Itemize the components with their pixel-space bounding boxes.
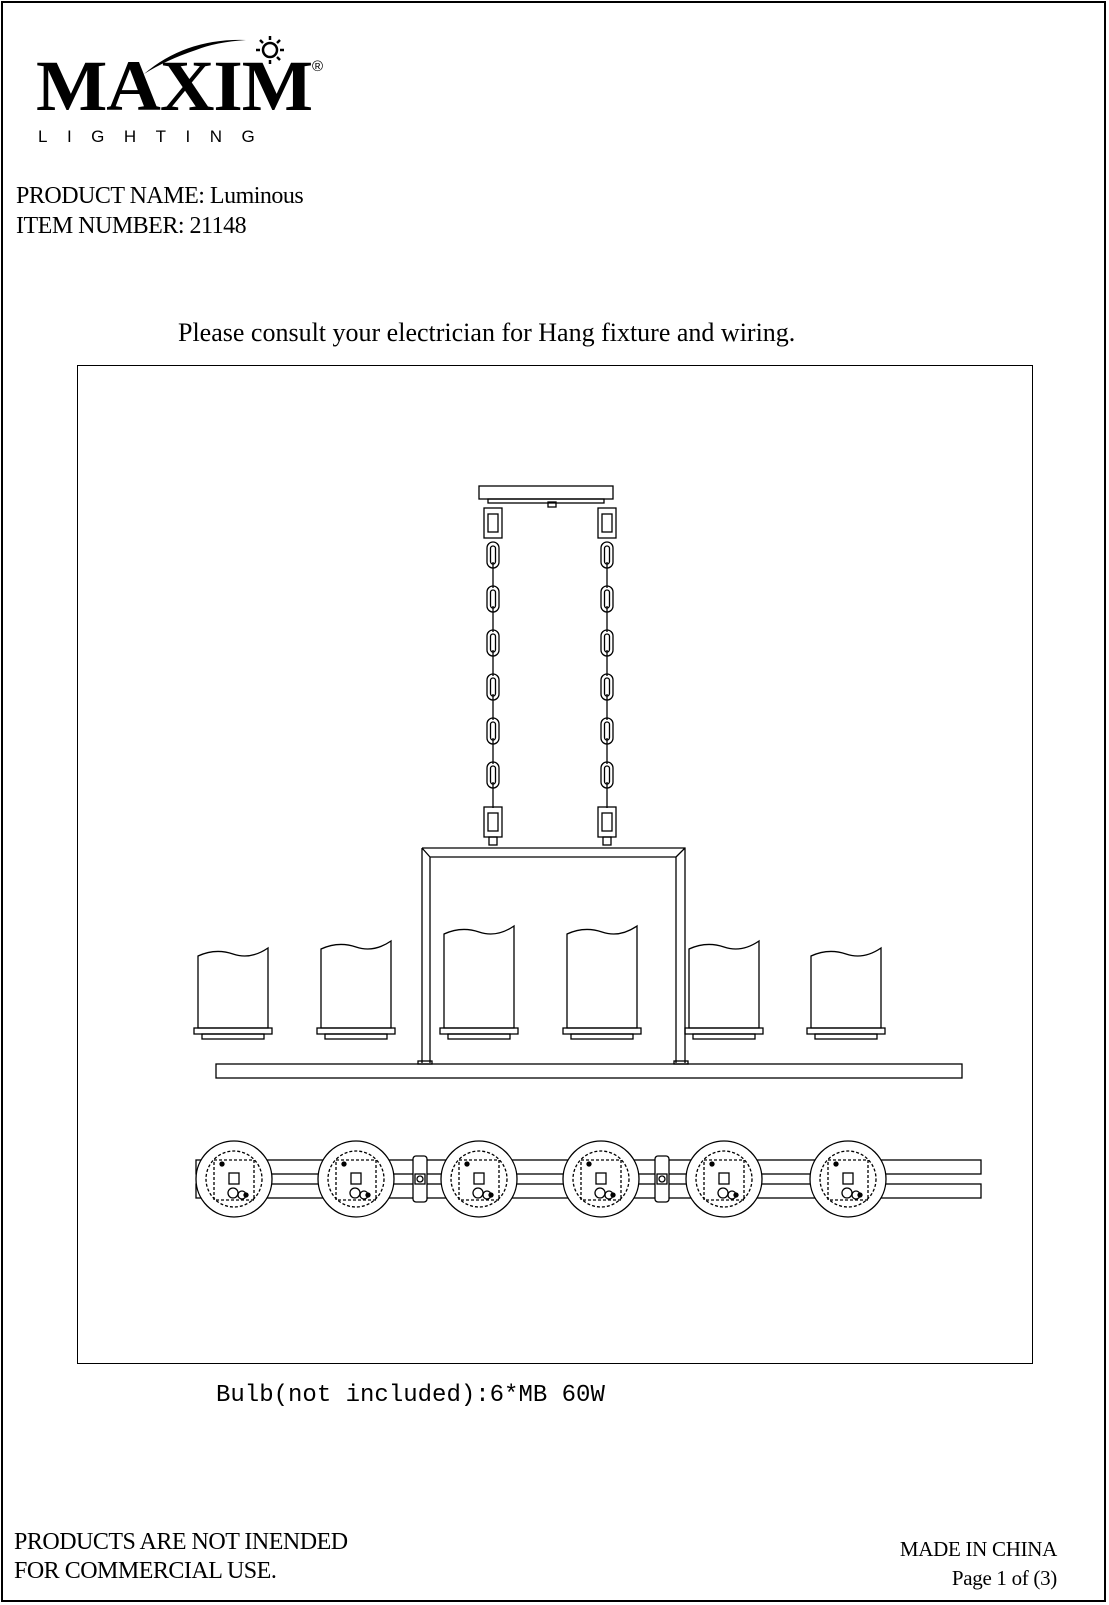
top-view-cup-4	[563, 1141, 639, 1217]
top-view-cup-5	[686, 1141, 762, 1217]
chain-2	[598, 508, 616, 845]
top-view-cup-6	[810, 1141, 886, 1217]
fixture-top-view	[196, 1141, 981, 1217]
origin-and-page	[900, 1535, 1057, 1593]
disclaimer-line-1: PRODUCTS ARE NOT INENDED	[14, 1529, 348, 1555]
top-view-cup-3	[441, 1141, 517, 1217]
page-number: Page 1 of (3)	[951, 1566, 1057, 1590]
hanging-chains	[484, 508, 616, 845]
top-view-cup-1	[196, 1141, 272, 1217]
candle-shades	[194, 926, 885, 1039]
logo-subtitle: LIGHTING	[38, 127, 275, 146]
top-view-mount-1	[413, 1156, 427, 1202]
candle-4	[563, 926, 641, 1039]
made-in-label: MADE IN CHINA	[899, 1537, 1057, 1561]
item-number: ITEM NUMBER: 21148	[16, 213, 247, 239]
fixture-drawing-frame	[77, 365, 1033, 1364]
candle-6	[807, 948, 885, 1039]
chain-1	[484, 508, 502, 845]
commercial-use-disclaimer	[14, 1528, 348, 1586]
disclaimer-line-2: FOR COMMERCIAL USE.	[14, 1558, 277, 1584]
candle-2	[317, 941, 395, 1039]
top-view-cup-2	[318, 1141, 394, 1217]
top-view-mount-2	[655, 1156, 669, 1202]
installation-note: Please consult your electrician for Hang fixture and wiring.	[178, 318, 796, 347]
fixture-frame	[216, 848, 962, 1078]
candle-3	[440, 926, 518, 1039]
product-name: PRODUCT NAME: Luminous	[16, 183, 304, 209]
product-info	[16, 181, 303, 241]
canopy	[479, 486, 613, 507]
bulb-spec: Bulb(not included):6*MB 60W	[216, 1382, 605, 1409]
candle-5	[685, 941, 763, 1039]
logo-wordmark: MAXIM	[36, 46, 313, 126]
fixture-diagram	[78, 366, 1034, 1365]
candle-1	[194, 948, 272, 1039]
registered-mark: ®	[312, 58, 324, 75]
maxim-lighting-logo	[36, 28, 336, 148]
